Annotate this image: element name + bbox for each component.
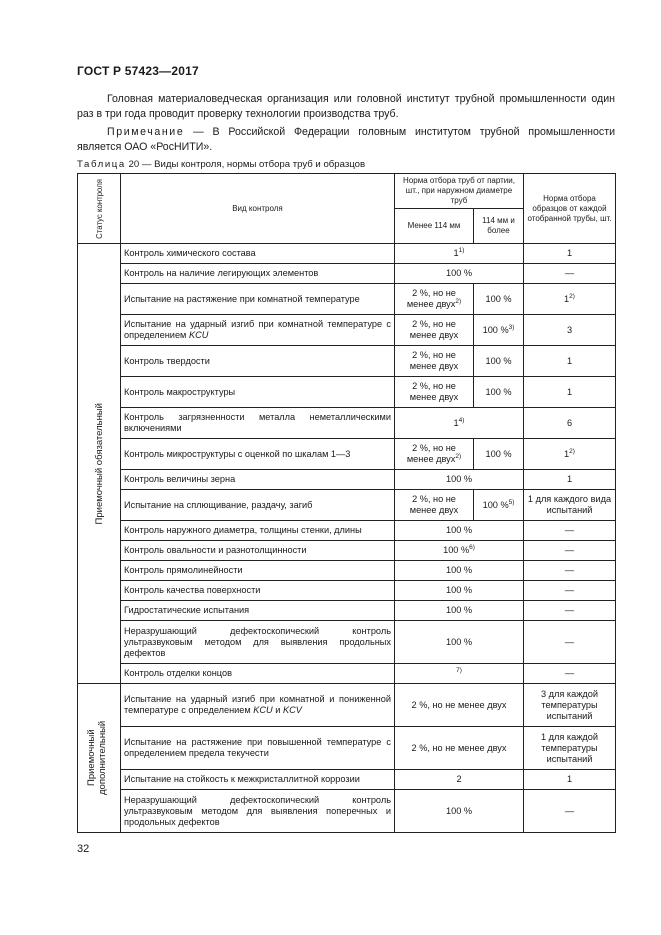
row-label: Контроль наружного диаметра, толщины стенки, длины [121,521,395,541]
norm-samples: — [524,561,616,581]
norm-ge114: 100 % [474,284,524,315]
norm-ge114: 100 %$^{5)}$ [474,490,524,521]
row-label: Контроль макроструктуры [121,377,395,408]
norm-samples: 1 [524,470,616,490]
row-label: Контроль прямолинейности [121,561,395,581]
norm-samples: 6 [524,408,616,439]
norm-merged: 2 %, но не менее двух [395,684,524,727]
caption-text: 20 — Виды контроля, нормы отбора труб и образцов [125,159,366,170]
paragraph-text: Головная материаловедческая организация или головной институт трубной промышленности один раз в три года проводит проверку технологии производства труб. [77,93,615,120]
norm-samples: — [524,264,616,284]
row-label: Испытание на растяжение при повышенной температуре с определением предела текучести [121,727,395,770]
norm-samples: — [524,521,616,541]
norm-samples: — [524,790,616,833]
norm-samples: 1 для каждого вида испытаний [524,490,616,521]
row-label: Контроль качества поверхности [121,581,395,601]
norm-merged: 100 % [395,470,524,490]
norm-merged: 100 % [395,601,524,621]
row-label: Испытание на стойкость к межкристаллитной коррозии [121,770,395,790]
norm-samples: 1 [524,244,616,264]
norm-samples: 3 для каждой температуры испытаний [524,684,616,727]
row-label: Контроль твердости [121,346,395,377]
norm-merged: 100 % [395,790,524,833]
norm-samples: 1 [524,377,616,408]
row-label: Неразрушающий дефектоскопический контроль ультразвуковым методом для выявления поперечных и продольных дефектов [121,790,395,833]
row-label: Контроль отделки концов [121,664,395,684]
norm-samples: — [524,621,616,664]
note-label: Примечание [107,126,185,138]
norm-ge114: 100 % [474,439,524,470]
norm-samples: 1 [524,770,616,790]
row-label: Испытание на ударный изгиб при комнатной и пониженной температуре с определением KCU и KCV [121,684,395,727]
group-label-mandatory: Приемочный обязательный [78,244,121,684]
row-label: Контроль микроструктуры с оценкой по шкалам 1—3 [121,439,395,470]
document-header: ГОСТ Р 57423—2017 [77,64,199,78]
header-diameter-ge114: 114 мм и более [474,209,524,244]
row-label: Контроль химического состава [121,244,395,264]
norm-lt114: 2 %, но не менее двух$^{2)}$ [395,439,474,470]
row-label: Контроль овальности и разнотолщинности [121,541,395,561]
norm-merged: 7) [395,664,524,684]
norm-merged: 2 %, но не менее двух [395,727,524,770]
header-norm-pipes: Норма отбора труб от партии, шт., при наружном диаметре труб [395,174,524,209]
norm-merged: 100 % [395,561,524,581]
norm-samples: 1$^{2)}$ [524,439,616,470]
row-label: Испытание на растяжение при комнатной температуре [121,284,395,315]
norm-merged: 100 % [395,581,524,601]
row-label: Неразрушающий дефектоскопический контроль ультразвуковым методом для выявления продольных дефектов [121,621,395,664]
norm-lt114: 2 %, но не менее двух$^{2)}$ [395,284,474,315]
norm-ge114: 100 % [474,346,524,377]
norm-merged: 100 % [395,621,524,664]
norm-lt114: 2 %, но не менее двух [395,346,474,377]
norm-samples: — [524,601,616,621]
norm-samples: 3 [524,315,616,346]
norm-ge114: 100 %$^{3)}$ [474,315,524,346]
norm-samples: — [524,664,616,684]
group-label-additional: Приемочный дополнительный [78,684,121,833]
note-text: — В Российской Федерации головным институтом трубной промышленности является ОАО «РосНИТИ». [77,126,615,153]
norm-lt114: 2 %, но не менее двух [395,377,474,408]
row-label: Испытание на ударный изгиб при комнатной температуре с определением KCU [121,315,395,346]
row-label: Контроль величины зерна [121,470,395,490]
row-label: Контроль на наличие легирующих элементов [121,264,395,284]
norm-lt114: 2 %, но не менее двух [395,490,474,521]
norm-lt114: 2 %, но не менее двух [395,315,474,346]
control-table [77,173,616,833]
page-number: 32 [77,843,90,855]
caption-label: Таблица [77,159,126,170]
header-control-type: Вид контроля [121,174,395,244]
row-label: Гидростатические испытания [121,601,395,621]
norm-samples: — [524,581,616,601]
norm-merged: 1$^{1)}$ [395,244,524,264]
norm-samples: 1 [524,346,616,377]
note-paragraph [77,125,615,154]
norm-merged: 1$^{4)}$ [395,408,524,439]
norm-samples: 1$^{2)}$ [524,284,616,315]
norm-merged: 100 % [395,521,524,541]
header-status: Статус контроля [78,174,121,244]
norm-merged: 2 [395,770,524,790]
norm-samples: 1 для каждой температуры испытаний [524,727,616,770]
norm-ge114: 100 % [474,377,524,408]
norm-merged: 100 %$^{6)}$ [395,541,524,561]
norm-merged: 100 % [395,264,524,284]
row-label: Испытание на сплющивание, раздачу, загиб [121,490,395,521]
norm-samples: — [524,541,616,561]
table-caption [77,159,365,170]
header-norm-samples: Норма отбора образцов от каждой отобранной трубы, шт. [524,174,616,244]
row-label: Контроль загрязненности металла неметаллическими включениями [121,408,395,439]
header-diameter-lt114: Менее 114 мм [395,209,474,244]
